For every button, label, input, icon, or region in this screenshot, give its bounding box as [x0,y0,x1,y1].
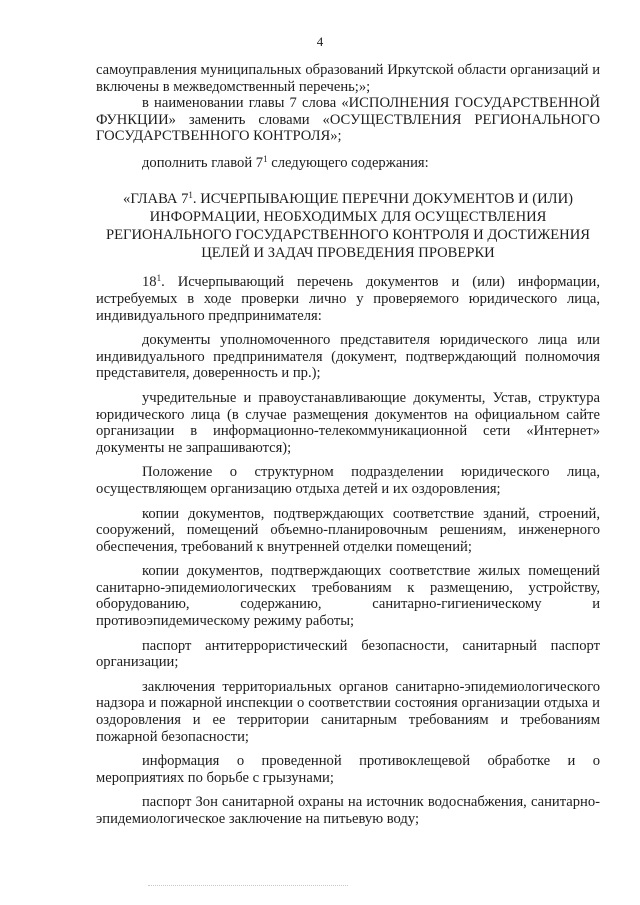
section-paragraph [96,274,600,324]
bottom-divider [148,885,348,886]
section-number: 18 [142,274,157,291]
list-item: документы уполномоченного представителя юридического лица или индивидуального предпринимателя (документ, подтверждающий полномочия представителя, доверенность и пр.); [96,332,600,382]
list-item: информация о проведенной противоклещевой обработке и о мероприятиях по борьбе с грызунами; [96,753,600,786]
intro-paragraph-2: в наименовании главы 7 слова «ИСПОЛНЕНИЯ ГОСУДАРСТВЕННОЙ ФУНКЦИИ» заменить словами «ОСУЩЕСТВЛЕНИЯ РЕГИОНАЛЬНОГО ГОСУДАРСТВЕННОГО КОНТРОЛЯ»; [96,95,600,145]
intro-p3-superscript: 1 [263,153,268,164]
chapter-title-start: «ГЛАВА 7 [123,190,189,207]
list-item: Положение о структурном подразделении юридического лица, осуществляющем организацию отдыха детей и их оздоровления; [96,464,600,497]
chapter-title-rest: . ИСЧЕРПЫВАЮЩИЕ ПЕРЕЧНИ ДОКУМЕНТОВ И (ИЛИ) ИНФОРМАЦИИ, НЕОБХОДИМЫХ ДЛЯ ОСУЩЕСТВЛЕНИЯ РЕГИОНАЛЬНОГО ГОСУДАРСТВЕННОГО КОНТРОЛЯ И ДОСТИЖЕНИЯ ЦЕЛЕЙ И ЗАДАЧ ПРОВЕДЕНИЯ ПРОВЕРКИ [106,190,590,262]
document-body [96,62,600,828]
list-item: паспорт антитеррористический безопасности, санитарный паспорт организации; [96,637,600,671]
list-item: заключения территориальных органов санитарно-эпидемиологического надзора и пожарной инспекции о соответствии состояния организации отдыха и оздоровления и ее территории санитарным требованиям и требованиям пожарной безопасности; [96,678,600,745]
intro-paragraph-1: самоуправления муниципальных образований Иркутской области организаций и включены в межведомственный перечень;»; [96,62,600,95]
list-item: копии документов, подтверждающих соответствие жилых помещений санитарно-эпидемиологических требованиям к размещению, устройству, оборудованию, содержанию, санитарно-гигиеническому и противоэпидемическому режиму работы; [96,563,600,630]
chapter-title-superscript: 1 [188,189,193,200]
list-item: учредительные и правоустанавливающие документы, Устав, структура юридического лица (в случае размещения документов на официальном сайте организации в информационно-телекоммуникационной сети «Интернет» документы не запрашиваются); [96,389,600,456]
intro-p3-text: дополнить главой 7 [142,154,264,171]
intro-p3-tail: следующего содержания: [267,154,429,171]
chapter-title [96,190,600,263]
section-text: . Исчерпывающий перечень документов и (или) информации, истребуемых в ходе проверки лично у проверяемого юридического лица, индивидуального предпринимателя: [96,274,600,324]
list-item: копии документов, подтверждающих соответствие зданий, строений, сооружений, помещений объемно-планировочным решениям, инженерного обеспечения, требований к внутренней отделки помещений; [96,505,600,555]
section-number-superscript: 1 [156,273,162,284]
intro-paragraph-3 [96,155,600,172]
page-number: 4 [316,34,324,49]
list-item: паспорт Зон санитарной охраны на источник водоснабжения, санитарно-эпидемиологическое заключение на питьевую воду; [96,794,600,827]
